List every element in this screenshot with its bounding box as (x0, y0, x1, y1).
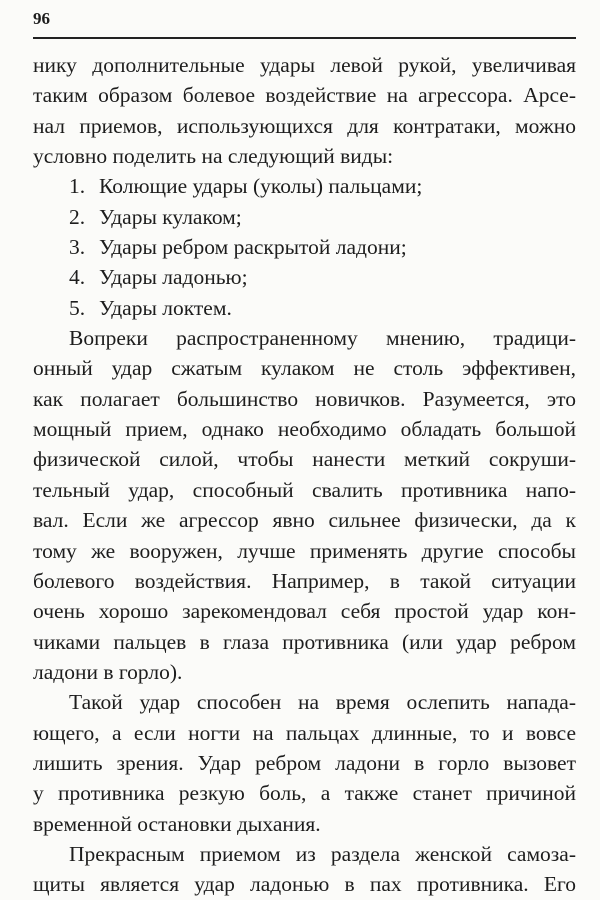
text-line: Прекрасным приемом из раздела женской самоза- (69, 841, 576, 866)
text-line: таким образом болевое воздействие на агрессора. Арсе- (33, 83, 576, 108)
list-number: 5. (69, 295, 86, 320)
text-line: лишить зрения. Удар ребром ладони в горло вызовет (33, 750, 576, 775)
text-line: чиками пальцев в глаза противника (или удар ребром (33, 629, 576, 654)
list-text: Колющие удары (уколы) пальцами; (99, 174, 423, 199)
text-line: тому же вооружен, лучше применять другие способы (33, 538, 576, 563)
list-item (33, 171, 576, 201)
text-line: щиты является удар ладонью в пах противника. Его (33, 872, 576, 897)
list-item (33, 293, 576, 323)
list-text: Удары кулаком; (99, 204, 242, 229)
page-body (33, 50, 576, 900)
text-line: условно поделить на следующий виды: (33, 144, 394, 169)
text-line: болевого воздействия. Например, в такой ситуации (33, 568, 576, 593)
numbered-list (33, 171, 576, 323)
list-number: 1. (69, 174, 86, 199)
header-rule (33, 37, 576, 39)
text-line: Такой удар способен на время ослепить напада- (69, 690, 576, 715)
text-line: онный удар сжатым кулаком не столь эффективен, (33, 356, 576, 381)
text-line: ющего, а если ногти на пальцах длинные, то и вовсе (33, 720, 576, 745)
text-line: у противника резкую боль, а также станет причиной (33, 781, 576, 806)
text-line: очень хорошо зарекомендовал себя простой удар кон- (33, 599, 576, 624)
list-number: 4. (69, 265, 86, 290)
list-text: Удары ладонью; (99, 265, 248, 290)
paragraph (33, 323, 576, 687)
text-line: тельный удар, способный свалить противника напо- (33, 477, 576, 502)
text-line: физической силой, чтобы нанести меткий сокруши- (33, 447, 576, 472)
text-line: нал приемов, использующихся для контратаки, можно (33, 113, 576, 138)
text-line: нику дополнительные удары левой рукой, увеличивая (33, 53, 576, 77)
text-line: ладони в горло). (33, 659, 183, 684)
paragraph (33, 50, 576, 171)
paragraph (33, 687, 576, 839)
page-number: 96 (33, 9, 50, 28)
text-line: вал. Если же агрессор явно сильнее физически, да к (33, 508, 576, 533)
list-item (33, 262, 576, 292)
text-line: Вопреки распространенному мнению, традици- (69, 326, 576, 351)
list-text: Удары локтем. (99, 295, 232, 320)
text-line: как полагает большинство новичков. Разумеется, это (33, 386, 576, 411)
paragraph (33, 839, 576, 900)
list-number: 3. (69, 235, 86, 260)
list-number: 2. (69, 204, 86, 229)
text-line: мощный прием, однако необходимо обладать большой (33, 417, 576, 442)
text-line: временной остановки дыхания. (33, 811, 321, 836)
list-item (33, 232, 576, 262)
list-item (33, 202, 576, 232)
list-text: Удары ребром раскрытой ладони; (99, 235, 407, 260)
